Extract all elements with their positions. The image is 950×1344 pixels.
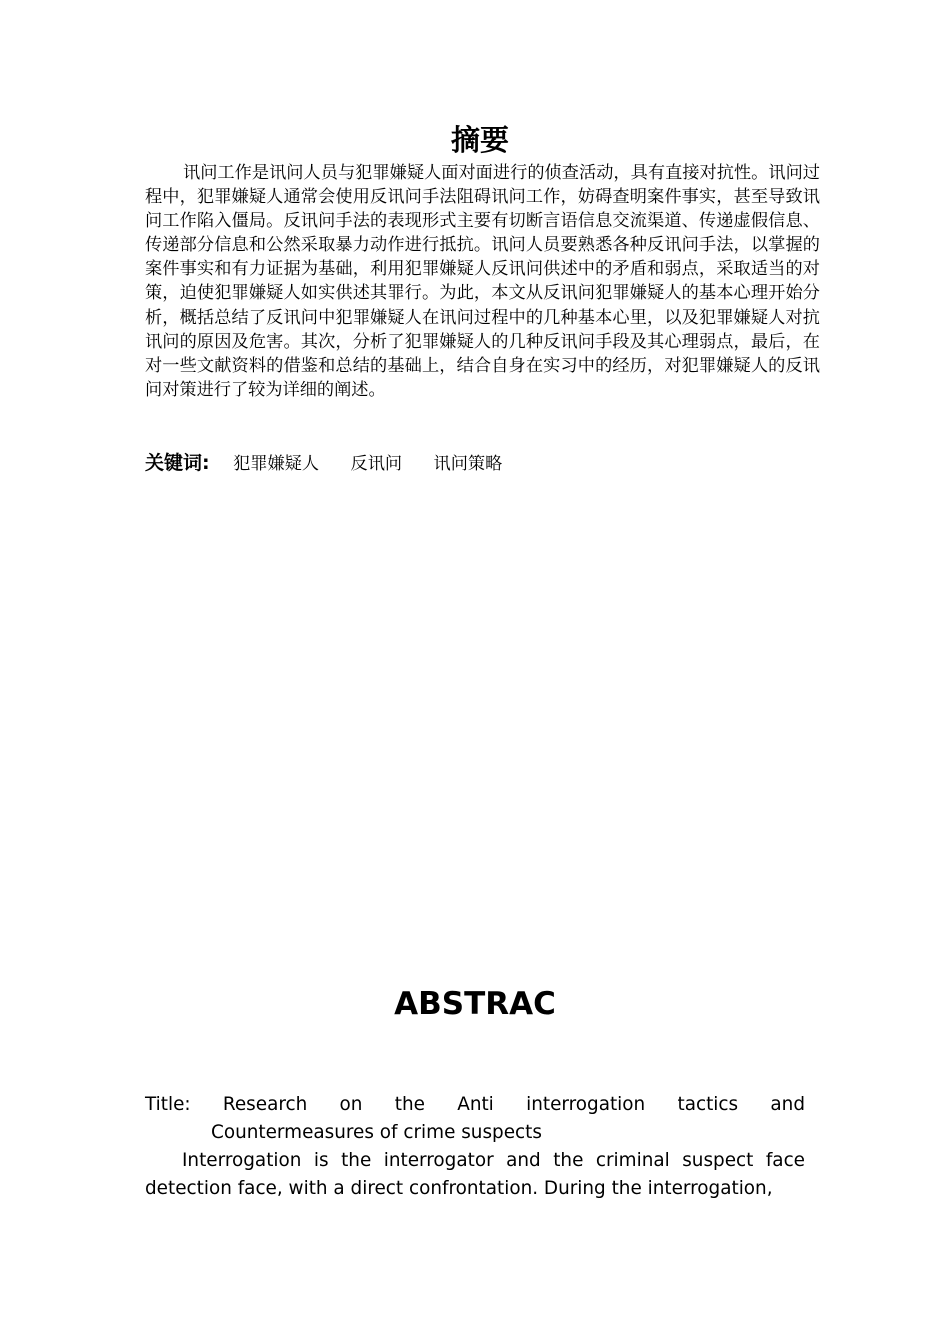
chinese-abstract-body: 讯问工作是讯问人员与犯罪嫌疑人面对面进行的侦查活动，具有直接对抗性。讯问过程中，犯罪嫌疑人通常会使用反讯问手法阻碍讯问工作，妨碍查明案件事实，甚至导致讯问工作陷入僵局。反讯问手法的表现形式主要有切断言语信息交流渠道、传递虚假信息、传递部分信息和公然采取暴力动作进行抵抗。讯问人员要熟悉各种反讯问手法，以掌握的案件事实和有力证据为基础，利用犯罪嫌疑人反讯问供述中的矛盾和弱点，采取适当的对策，迫使犯罪嫌疑人如实供述其罪行。为此，本文从反讯问犯罪嫌疑人的基本心理开始分析，概括总结了反讯问中犯罪嫌疑人在讯问过程中的几种基本心里，以及犯罪嫌疑人对抗讯问的原因及危害。其次，分析了犯罪嫌疑人的几种反讯问手段及其心理弱点，最后，在对一些文献资料的借鉴和总结的基础上，结合自身在实习中的经历，对犯罪嫌疑人的反讯问对策进行了较为详细的阐述。 xyxy=(145,163,820,400)
english-paper-title xyxy=(145,1091,805,1147)
english-abstract-heading: ABSTRAC xyxy=(394,986,556,1022)
english-paper-title-line1: Title: Research on the Anti interrogation tactics and xyxy=(145,1094,805,1115)
keywords-line xyxy=(145,450,805,477)
keyword-item: 反讯问 xyxy=(350,454,403,474)
english-abstract-body: Interrogation is the interrogator and the criminal suspect face detection face, with a direct confrontation. During the interrogation, xyxy=(145,1150,805,1199)
keyword-item: 犯罪嫌疑人 xyxy=(233,454,320,474)
keywords-label: 关键词: xyxy=(145,452,210,474)
english-paper-title-line2: Countermeasures of crime suspects xyxy=(211,1122,542,1143)
chinese-abstract-heading: 摘要 xyxy=(450,123,509,157)
keyword-item: 讯问策略 xyxy=(433,454,503,474)
